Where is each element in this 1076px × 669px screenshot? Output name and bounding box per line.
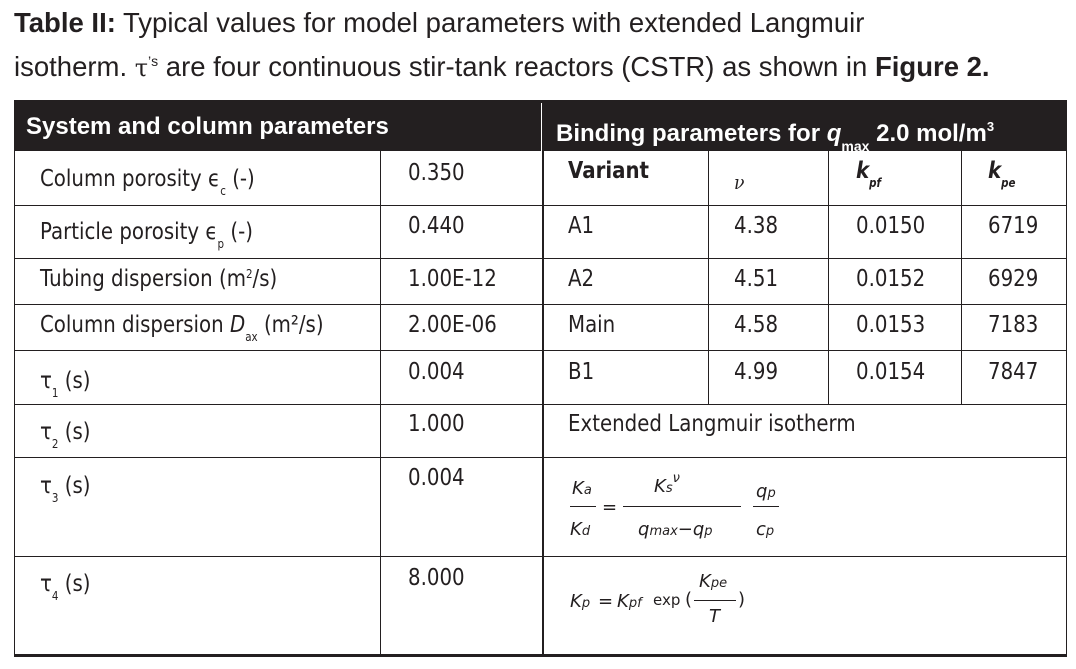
eq1-equals: =: [602, 497, 618, 518]
tau-suffix: ’s: [148, 53, 159, 69]
eq1-rhs-numerator: qp: [756, 481, 776, 502]
binding-kpf-main: 0.0153: [856, 312, 926, 338]
table-caption: [14, 4, 1064, 87]
eq2-equals: =: [598, 591, 614, 612]
isotherm-title: Extended Langmuir isotherm: [568, 411, 856, 437]
binding-col-kpf: $k_{pf}$: [856, 158, 882, 190]
eq1-mid-denominator: qmax−qp: [638, 519, 713, 540]
param-label-tubing-dispersion: Tubing dispersion $(m^2/s)$: [40, 266, 278, 292]
figure-reference: Figure 2.: [874, 51, 990, 82]
param-label-tau-4: $\tau_4$ (s): [40, 571, 91, 603]
binding-variant-a2: A2: [568, 266, 595, 292]
binding-kpf-a2: 0.0152: [856, 266, 926, 292]
param-label-tau-1: $\tau_1$ (s): [40, 368, 91, 400]
caption-line2-pre: isotherm.: [14, 51, 128, 82]
eq2-exp: exp: [653, 591, 681, 609]
param-value-column-dispersion: 2.00E-06: [408, 312, 497, 338]
param-label-tau-2: $\tau_2$ (s): [40, 419, 91, 451]
grid-hline-6: [14, 457, 1067, 458]
header-right-label: Binding parameters for: [556, 120, 821, 147]
header-q-subscript: max: [841, 138, 870, 154]
binding-kpf-b1: 0.0154: [856, 359, 926, 385]
binding-nu-main: 4.58: [734, 312, 779, 338]
grid-vline-value-col-upper: [380, 151, 381, 404]
header-left-label: System and column parameters: [26, 113, 389, 140]
eq2-lhs: Kp: [570, 591, 591, 612]
tau-symbol: τ: [134, 54, 149, 82]
param-label-tau-3: $\tau_3$ (s): [40, 473, 91, 505]
grid-hline-4: [14, 350, 1067, 351]
caption-line2-mid: are four continuous stir-tank reactors (CSTR) as shown in: [165, 51, 868, 82]
grid-hline-7: [14, 556, 1067, 557]
binding-variant-main: Main: [568, 312, 616, 338]
binding-nu-b1: 4.99: [734, 359, 779, 385]
grid-vline-kpe: [961, 151, 962, 404]
binding-kpe-a2: 6929: [988, 266, 1039, 292]
grid-vline-kpf: [828, 151, 829, 404]
binding-col-nu: ν: [734, 170, 745, 194]
eq1-mid-fraction-bar: [623, 506, 741, 507]
binding-nu-a1: 4.38: [734, 213, 779, 239]
binding-variant-a1: A1: [568, 213, 595, 239]
grid-vline-value-col-lower: [380, 404, 381, 657]
grid-hline-5: [14, 404, 1067, 405]
eq2-frac-numerator: Kpe: [699, 571, 728, 592]
eq1-lhs-denominator: Kd: [570, 519, 591, 540]
caption-label: Table II:: [14, 7, 116, 38]
caption-line1: Typical values for model parameters with extended Langmuir: [123, 7, 865, 38]
header-q-symbol: q: [826, 120, 842, 147]
eq1-lhs-fraction-bar: [570, 506, 596, 507]
header-binding-parameters: [544, 103, 1067, 154]
binding-variant-b1: B1: [568, 359, 595, 385]
eq2-kpf: Kpf: [617, 591, 642, 612]
binding-kpe-a1: 6719: [988, 213, 1039, 239]
param-value-tau-1: 0.004: [408, 359, 465, 385]
param-label-particle-porosity: Particle porosity $\epsilon_p$ (-): [40, 219, 253, 251]
eq2-open-paren: (: [685, 589, 693, 610]
param-value-column-porosity: 0.350: [408, 160, 465, 186]
binding-kpe-b1: 7847: [988, 359, 1039, 385]
param-value-particle-porosity: 0.440: [408, 213, 465, 239]
eq1-mid-numerator: $Ks^\nu$: [654, 471, 680, 497]
grid-vline-center: [542, 103, 544, 657]
eq1-rhs-denominator: cp: [756, 519, 775, 540]
param-label-column-dispersion: Column dispersion $D_{ax}$ (m²/s): [40, 312, 324, 344]
grid-hline-2: [14, 258, 1067, 259]
grid-hline-3: [14, 304, 1067, 305]
param-value-tau-2: 1.000: [408, 411, 465, 437]
header-unit-superscript: 3: [986, 119, 995, 134]
binding-nu-a2: 4.51: [734, 266, 779, 292]
param-value-tau-3: 0.004: [408, 465, 465, 491]
binding-col-variant: Variant: [568, 158, 650, 184]
eq2-frac-denominator: T: [709, 606, 720, 627]
grid-vline-nu: [708, 151, 709, 404]
binding-col-kpe: $k_{pe}$: [988, 158, 1016, 190]
eq2-close-paren: ): [738, 589, 746, 610]
binding-kpf-a1: 0.0150: [856, 213, 926, 239]
grid-hline-1: [14, 205, 1067, 206]
eq1-lhs-numerator: Ka: [572, 478, 592, 499]
param-value-tubing-dispersion: 1.00E-12: [408, 266, 497, 292]
eq1-rhs-fraction-bar: [753, 506, 779, 507]
binding-kpe-main: 7183: [988, 312, 1039, 338]
header-system-column-parameters: [14, 103, 541, 151]
eq2-fraction-bar: [694, 600, 736, 601]
param-value-tau-4: 8.000: [408, 565, 465, 591]
header-right-value: 2.0 mol/m: [876, 120, 987, 147]
param-label-column-porosity: Column porosity $\epsilon_c$ (-): [40, 166, 255, 198]
